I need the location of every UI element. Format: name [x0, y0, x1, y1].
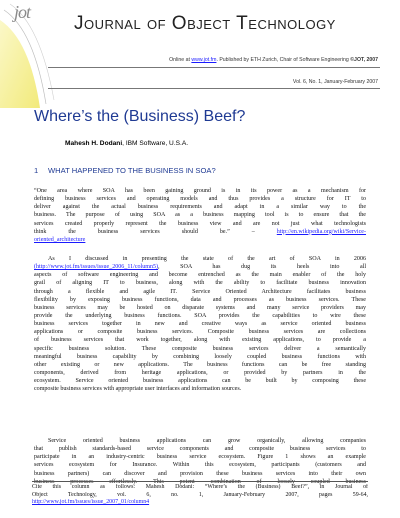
paragraph-2 [34, 437, 366, 486]
logo-swoosh-graphic [0, 0, 62, 110]
section-title: WHAT HAPPENED TO THE BUSINESS IN SOA? [48, 166, 216, 175]
citation-line: Object Technology, vol. 6, no. 1, January-February 2007, pages 59-64, [32, 491, 368, 498]
journal-link[interactable]: www.jot.fm [191, 57, 217, 63]
journal-title: Journal of Object Technology [74, 13, 336, 34]
text-line: services ecosystem for Insurance. Within this ecosystem, participants (customers and [34, 462, 366, 469]
text-line: As I discussed in presenting the state of the art of SOA in 2006 [48, 256, 366, 262]
text-line: business processes effortlessly. This potent combination of loosely coupled business [34, 478, 366, 485]
text-line: business services together in new and creative ways as service oriented business [34, 321, 366, 328]
column5-link[interactable]: (http://www.jot.fm/issues/issue_2006_11/column5) [34, 264, 159, 271]
text-line: Service oriented business applications can grow organically, allowing companies [48, 438, 366, 444]
text-line: ecosystem. Service oriented business applications can be built by composing these [34, 378, 366, 385]
text-line: other existing or new applications. The business functions can be free standing [34, 361, 366, 368]
header-rule-top [48, 67, 380, 68]
text-line: aspects of software engineering and become entrenched as the main enabler of the holy [34, 272, 366, 279]
issue-info: Vol. 6, No. 1, January-February 2007 [292, 79, 378, 85]
header-rule-bottom [48, 88, 380, 89]
paper-title: Where’s the (Business) Beef? [34, 108, 246, 125]
text-line: (http://www.jot.fm/issues/issue_2006_11/column5), SOA has dug its heels into all [34, 264, 366, 271]
text-line: components, derived from heritage applications, or provided by partners in the [34, 369, 366, 376]
text-line: deliver against the actual business requirements and adapt in a similar way to the [34, 204, 366, 211]
citation-line: Cite this column as follows: Mahesh Dodani: “Where’s the (Business) Beef?”, in Journal of [32, 484, 368, 490]
text-line: through a flexible and agile IT. Service Oriented Architecture facilitates business [34, 288, 366, 295]
citation-box [32, 481, 368, 507]
text-line: participate in an industry-centric business service ecosystem. Figure 1 shows an example [34, 454, 366, 461]
text-line: think the business services should be.” – http://en.wikipedia.org/wiki/Service- [34, 228, 366, 235]
text-line: specific business solution. These composite business services deliver a semantically [34, 345, 366, 352]
opening-quote [34, 187, 366, 244]
author-affiliation: , IBM Software, U.S.A. [122, 140, 189, 147]
text-line: composite business services with appropriate user interfaces and information sources. [34, 386, 242, 393]
section-heading [34, 166, 216, 175]
text-line: business services may be hosted on disparate systems and many service providers may [34, 304, 366, 311]
text-line: “One area where SOA has been gaining ground is in its power as a mechanism for [34, 188, 366, 194]
wikipedia-link[interactable]: http://en.wikipedia.org/wiki/Service- [276, 228, 366, 235]
text-line: that publish standards-based service components and composite business services to [34, 446, 366, 453]
text-line: business partners) can discover and provision these business services into their own [34, 470, 366, 477]
text-line: business. The purpose of using SOA as a business mapping tool is to ensure that the [34, 212, 366, 219]
logo-text: jot [14, 2, 31, 22]
text-line: grail of aligning IT to business, along with the ability to facilitate business innovation [34, 280, 366, 287]
wikipedia-link-cont[interactable]: oriented_architecture [34, 236, 86, 243]
author-name: Mahesh H. Dodani [65, 140, 123, 147]
publication-info: Online at www.jot.fm. Published by ETH Zurich, Chair of Software Engineering ©JOT, 2007 [169, 57, 378, 63]
text-line: defining business services and operating models and thus provides a structure for IT to [34, 196, 366, 203]
text-line: meaningful business capability by combining loosely coupled business functions with [34, 353, 366, 360]
text-line: applications or composite business services. Composite business services are collections [34, 329, 366, 336]
citation-line [32, 499, 368, 507]
journal-logo [0, 0, 62, 110]
text-line: flexibility by exposing business functions, data and processes as business services. These [34, 296, 366, 303]
text-line [34, 236, 366, 244]
citation-link[interactable]: http://www.jot.fm/issues/issue_2007_01/column4 [32, 499, 150, 506]
paragraph-1 [34, 255, 366, 393]
text-line: services created properly represent the business view and are not just what technologists [34, 220, 366, 227]
section-number: 1 [34, 166, 39, 175]
author-line [65, 140, 188, 147]
text-line: of business services that work together, along with existing applications, to provide a [34, 337, 366, 344]
text-line: provide the underlying business functions. SOA provides the capabilities to wire these [34, 312, 366, 319]
